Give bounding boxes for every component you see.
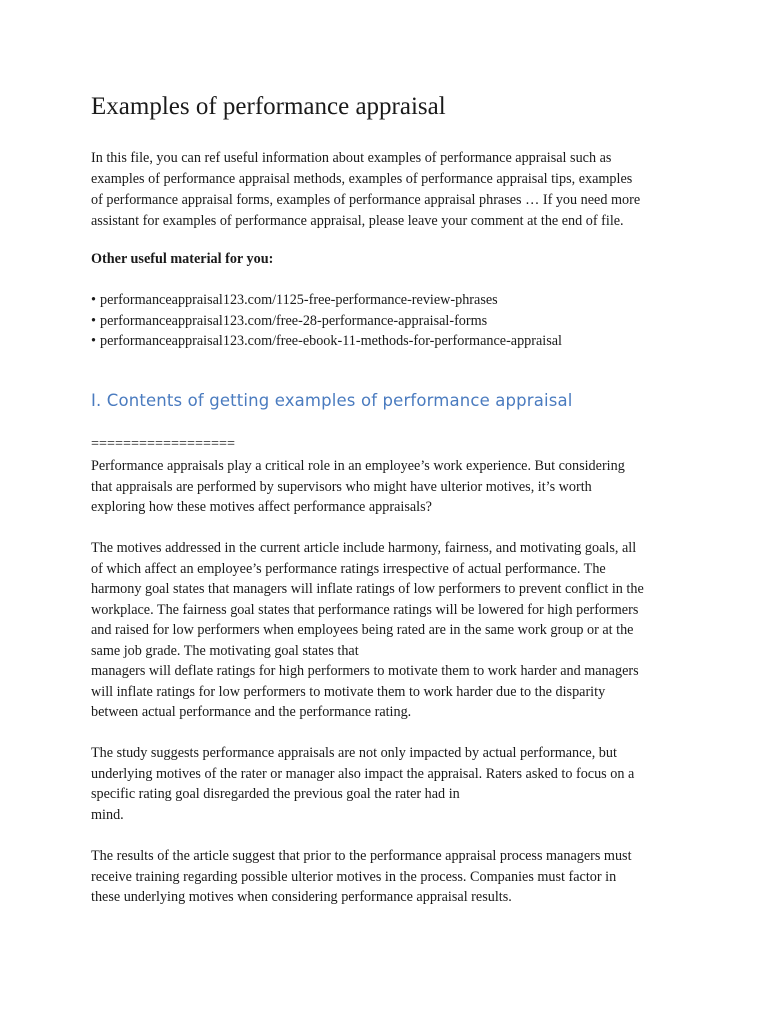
body-line: will inflate ratings for low performers to motivate them to work harder due to the disparity [91,683,606,700]
body-line: and raised for low performers when employees being rated are in the same work group or at the [91,622,634,638]
document-title: Examples of performance appraisal [91,93,446,120]
body-line: workplace. The fairness goal states that performance ratings will be lowered for high performers [91,601,639,618]
body-line: receive training regarding possible ulterior motives in the process. Companies must factor in [91,868,617,885]
body-line: of which affect an employee’s performance ratings irrespective of actual performance. The [91,560,606,577]
section-heading: I. Contents of getting examples of performance appraisal [91,391,573,410]
body-line: managers will deflate ratings for high performers to motivate them to work harder and managers [91,663,639,679]
intro-paragraph [91,148,691,232]
separator-line: ================== [91,436,236,452]
bullet-icon: • [91,292,96,308]
body-line: underlying motives of the rater or manager also impact the appraisal. Raters asked to focus on a [91,765,635,782]
intro-line: assistant for examples of performance appraisal, please leave your comment at the end of file. [91,213,624,229]
bullet-icon: • [91,333,96,349]
body-line: The motives addressed in the current article include harmony, fairness, and motivating goals, all [91,540,637,556]
body-line: mind. [91,806,124,823]
body-line: same job grade. The motivating goal states that [91,642,359,659]
body-line: specific rating goal disregarded the previous goal the rater had in [91,786,460,802]
intro-line: of performance appraisal forms, examples of performance appraisal phrases … If you need more [91,192,641,208]
body-paragraph [91,846,691,908]
material-link-list [91,290,562,352]
body-line: The study suggests performance appraisals are not only impacted by actual performance, but [91,745,617,761]
body-line: between actual performance and the performance rating. [91,704,412,720]
body-line: exploring how these motives affect performance appraisals? [91,499,432,515]
body-line: The results of the article suggest that prior to the performance appraisal process managers must [91,848,632,864]
body-line: these underlying motives when considering performance appraisal results. [91,889,512,905]
body-line: harmony goal states that managers will inflate ratings of low performers to prevent conflict in the [91,581,644,597]
material-link[interactable]: performanceappraisal123.com/free-ebook-11-methods-for-performance-appraisal [99,333,562,349]
bullet-icon: • [91,312,96,329]
intro-line: In this file, you can ref useful information about examples of performance appraisal such as [91,150,612,166]
other-material-heading: Other useful material for you: [91,251,274,267]
body-line: Performance appraisals play a critical role in an employee’s work experience. But considering [91,458,625,474]
material-link-item[interactable] [91,311,562,332]
body-paragraph [91,743,691,825]
material-link[interactable]: performanceappraisal123.com/1125-free-performance-review-phrases [99,292,498,308]
material-link[interactable]: performanceappraisal123.com/free-28-performance-appraisal-forms [99,312,488,329]
body-line: that appraisals are performed by supervisors who might have ulterior motives, it’s worth [91,478,592,495]
body-paragraph [91,538,691,723]
intro-line: examples of performance appraisal methods, examples of performance appraisal tips, examples [91,171,633,187]
body-paragraph [91,456,691,518]
material-link-item[interactable] [91,331,562,352]
material-link-item[interactable] [91,290,562,311]
